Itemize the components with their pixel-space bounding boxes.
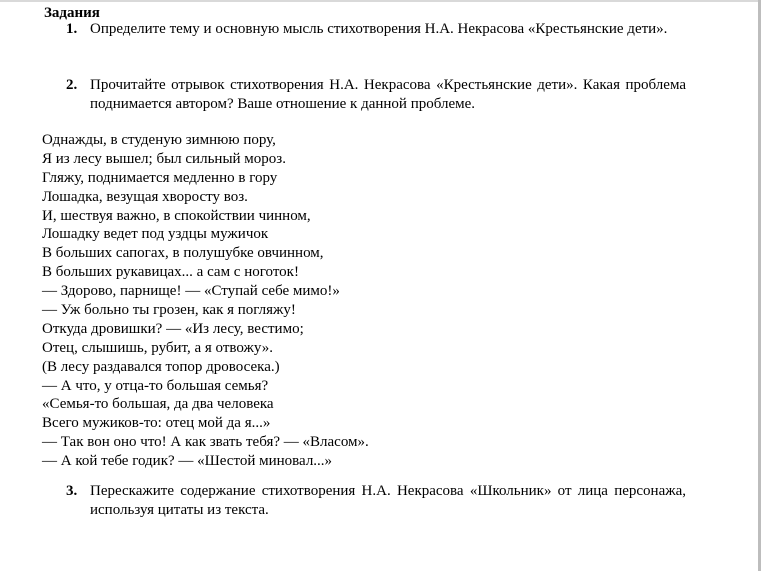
task-text: Прочитайте отрывок стихотворения Н.А. Некрасова «Крестьянские дети». Какая проблема поднимается автором? Ваше отношение к данной проблеме.: [90, 77, 686, 112]
poem-line: В больших сапогах, в полушубке овчинном,: [42, 245, 324, 262]
task-text: Перескажите содержание стихотворения Н.А. Некрасова «Школьник» от лица персонажа, используя цитаты из текста.: [90, 483, 686, 518]
poem-line: И, шествуя важно, в спокойствии чинном,: [42, 207, 311, 224]
poem-line: Лошадка, везущая хворосту воз.: [42, 188, 248, 205]
poem-line: «Семья-то большая, да два человека: [42, 396, 274, 413]
page-top-border: [0, 0, 761, 2]
poem-line: — Уж больно ты грозен, как я погляжу!: [42, 302, 296, 319]
poem-line: Однажды, в студеную зимнюю пору,: [42, 132, 276, 148]
poem-line: — Так вон оно что! А как звать тебя? — «Власом».: [42, 434, 369, 451]
poem-line: Отец, слышишь, рубит, а я отвожу».: [42, 339, 273, 356]
task-3: [66, 482, 686, 520]
poem-line: Откуда дровишки? — «Из лесу, вестимо;: [42, 320, 304, 337]
page-heading: Задания: [44, 5, 100, 21]
task-number: 1.: [66, 21, 78, 37]
task-1: [66, 20, 686, 39]
task-2: [66, 76, 686, 114]
poem-line: Лошадку ведет под уздцы мужичок: [42, 226, 269, 243]
task-number: 2.: [66, 77, 78, 93]
poem-line: — А кой тебе годик? — «Шестой миновал...»: [42, 453, 333, 470]
poem-line: В больших рукавицах... а сам с ноготок!: [42, 264, 299, 281]
task-text: Определите тему и основную мысль стихотворения Н.А. Некрасова «Крестьянские дети».: [90, 21, 668, 37]
poem-line: Я из лесу вышел; был сильный мороз.: [42, 150, 286, 167]
poem-line: — Здорово, парнище! — «Ступай себе мимо!»: [42, 283, 340, 300]
poem-line: Гляжу, поднимается медленно в гору: [42, 169, 278, 186]
poem-excerpt: [42, 131, 502, 471]
task-number: 3.: [66, 483, 78, 499]
poem-line: — А что, у отца-то большая семья?: [42, 377, 269, 394]
poem-line: Всего мужиков-то: отец мой да я...»: [42, 415, 271, 432]
poem-line: (В лесу раздавался топор дровосека.): [42, 358, 280, 375]
